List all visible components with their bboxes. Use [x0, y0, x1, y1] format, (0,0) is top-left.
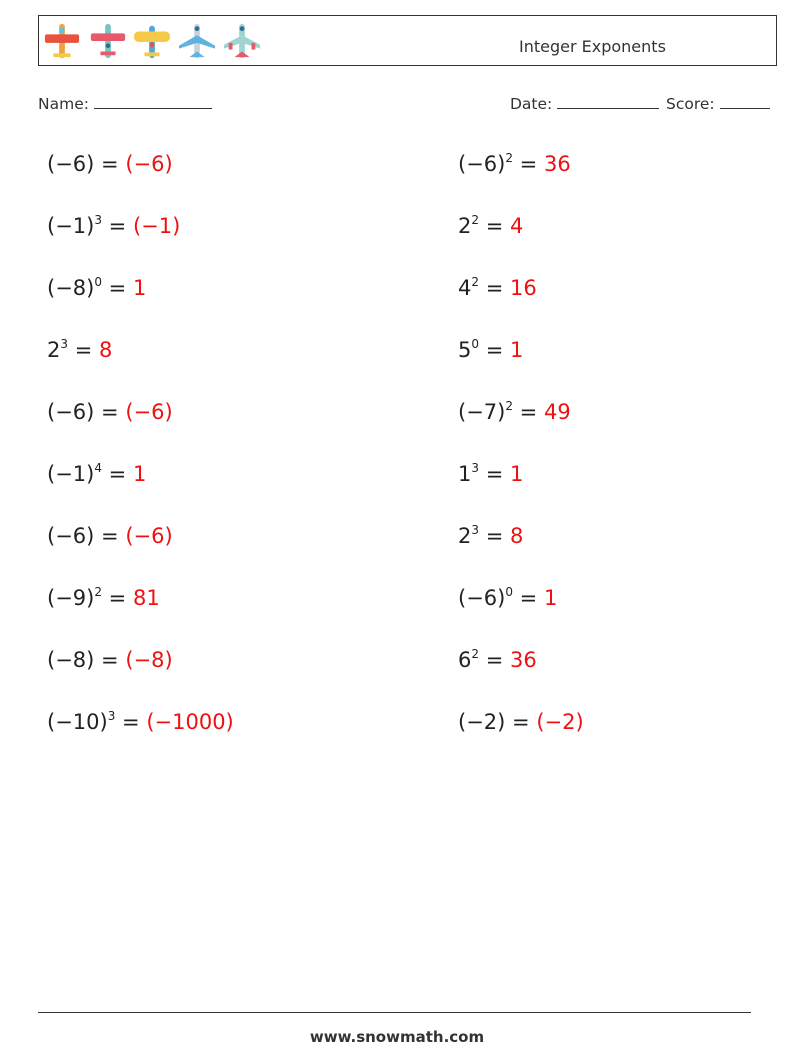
equals-sign: = — [108, 276, 127, 300]
equals-sign: = — [485, 276, 504, 300]
problem-exponent: 2 — [94, 585, 102, 599]
problem-item — [47, 337, 112, 363]
problem-item — [458, 337, 523, 363]
equals-sign: = — [512, 710, 530, 734]
answer: (−1000) — [146, 710, 234, 734]
problem-base: 5 — [458, 338, 472, 362]
problem-item — [47, 523, 173, 549]
answer: 4 — [510, 214, 524, 238]
problem-item — [47, 151, 173, 177]
problem-base: (−6) — [47, 524, 95, 548]
answer: (−6) — [125, 524, 173, 548]
date-blank[interactable] — [557, 94, 659, 109]
equals-sign: = — [108, 586, 127, 610]
answer: 1 — [132, 276, 147, 300]
problem-exponent: 3 — [60, 337, 69, 351]
answer: (−1) — [132, 214, 181, 238]
problem-item — [47, 647, 173, 673]
name-blank[interactable] — [94, 94, 212, 109]
problem-exponent: 3 — [471, 461, 480, 475]
worksheet-header — [38, 15, 777, 66]
problem-base: (−1) — [47, 214, 95, 238]
date-field — [510, 94, 659, 113]
problem-base: (−8) — [47, 648, 95, 672]
equals-sign: = — [108, 214, 127, 238]
problem-exponent: 2 — [505, 151, 513, 165]
equals-sign: = — [74, 338, 93, 362]
footer-url: www.snowmath.com — [309, 1028, 485, 1046]
score-field — [666, 94, 770, 113]
equals-sign: = — [485, 338, 504, 362]
problem-item — [47, 709, 234, 735]
problem-exponent: 2 — [471, 213, 480, 227]
equals-sign: = — [108, 462, 127, 486]
answer: 36 — [543, 152, 571, 176]
problem-base: 2 — [458, 524, 472, 548]
worksheet-title: Integer Exponents — [519, 37, 666, 56]
equals-sign: = — [485, 524, 504, 548]
answer: 49 — [543, 400, 571, 424]
answer: 1 — [132, 462, 147, 486]
answer: 8 — [510, 524, 524, 548]
problem-base: (−6) — [458, 152, 506, 176]
problem-exponent: 3 — [94, 213, 102, 227]
problem-item — [47, 399, 173, 425]
problem-base: 2 — [458, 214, 472, 238]
equals-sign: = — [519, 152, 538, 176]
answer: 1 — [543, 586, 558, 610]
problem-base: (−8) — [47, 276, 95, 300]
footer-divider — [38, 1012, 751, 1013]
date-label: Date: — [510, 95, 553, 113]
problem-item — [458, 399, 571, 425]
equals-sign: = — [101, 152, 119, 176]
problem-base: (−6) — [47, 152, 95, 176]
problem-exponent: 2 — [505, 399, 513, 413]
problem-item — [47, 585, 160, 611]
problem-item — [458, 275, 537, 301]
name-label: Name: — [38, 95, 89, 113]
problem-item — [458, 647, 537, 673]
problem-base: 1 — [458, 462, 472, 486]
problem-exponent: 0 — [505, 585, 513, 599]
answer: (−6) — [125, 152, 173, 176]
answer: (−8) — [125, 648, 173, 672]
problem-base: 6 — [458, 648, 472, 672]
problem-base: (−6) — [47, 400, 95, 424]
problem-base: (−2) — [458, 710, 506, 734]
equals-sign: = — [101, 648, 119, 672]
problem-base: (−1) — [47, 462, 95, 486]
answer: (−2) — [536, 710, 584, 734]
answer: 1 — [510, 338, 524, 362]
problem-exponent: 4 — [94, 461, 102, 475]
equals-sign: = — [519, 586, 538, 610]
problem-item — [458, 151, 571, 177]
problem-base: (−10) — [47, 710, 108, 734]
problem-item — [458, 585, 557, 611]
airplane-icon — [89, 22, 127, 60]
problem-exponent: 3 — [107, 709, 116, 723]
problem-item — [47, 213, 180, 239]
problem-base: 2 — [47, 338, 61, 362]
answer: 1 — [510, 462, 524, 486]
airplane-icon — [223, 22, 261, 60]
problem-exponent: 0 — [94, 275, 102, 289]
airplane-icon — [178, 22, 216, 60]
score-label: Score: — [666, 95, 715, 113]
equals-sign: = — [485, 462, 504, 486]
problem-base: 4 — [458, 276, 472, 300]
answer: 36 — [510, 648, 537, 672]
equals-sign: = — [519, 400, 538, 424]
problem-item — [458, 523, 523, 549]
problem-item — [458, 213, 523, 239]
equals-sign: = — [485, 214, 504, 238]
problem-exponent: 2 — [471, 275, 480, 289]
answer: 81 — [132, 586, 160, 610]
airplane-icon — [133, 22, 171, 60]
problem-item — [458, 461, 523, 487]
answer: (−6) — [125, 400, 173, 424]
problem-item — [47, 275, 146, 301]
equals-sign: = — [101, 400, 119, 424]
equals-sign: = — [101, 524, 119, 548]
name-field — [38, 94, 212, 113]
problem-exponent: 3 — [471, 523, 480, 537]
problem-exponent: 2 — [471, 647, 480, 661]
problem-item — [458, 709, 584, 735]
score-blank[interactable] — [720, 94, 770, 109]
equals-sign: = — [122, 710, 140, 734]
problem-exponent: 0 — [471, 337, 480, 351]
answer: 16 — [510, 276, 537, 300]
problem-base: (−6) — [458, 586, 506, 610]
problem-item — [47, 461, 146, 487]
equals-sign: = — [485, 648, 504, 672]
problem-base: (−7) — [458, 400, 506, 424]
problem-base: (−9) — [47, 586, 95, 610]
airplane-icon — [43, 22, 81, 60]
answer: 8 — [99, 338, 113, 362]
